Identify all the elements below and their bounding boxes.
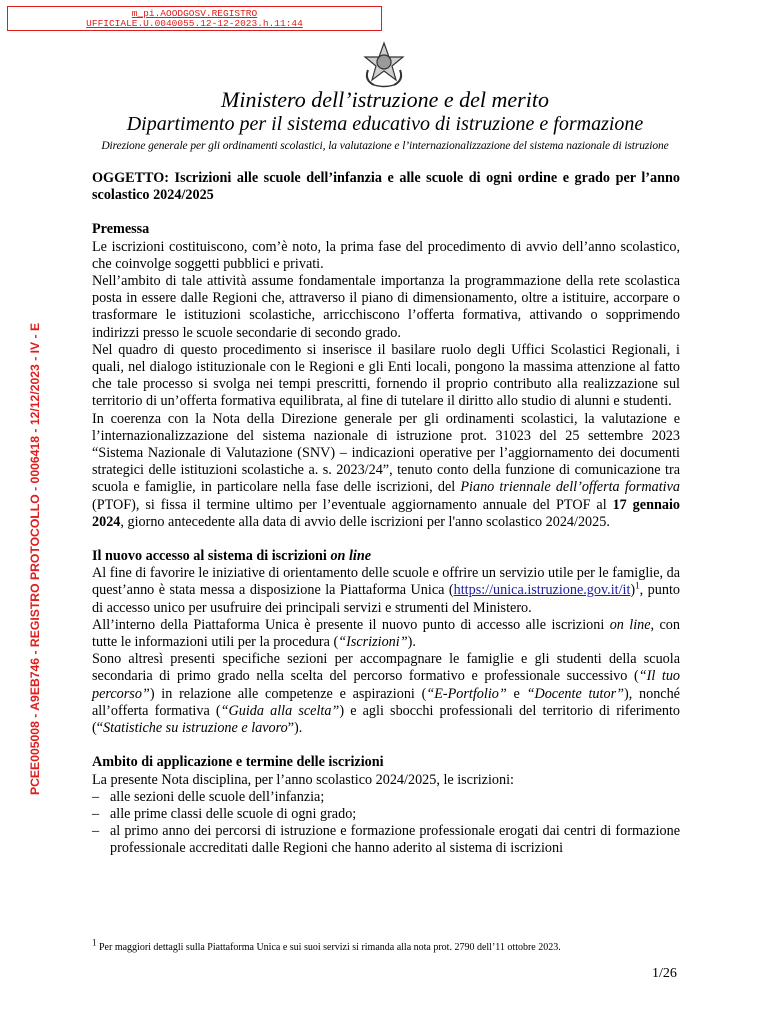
section-heading-premessa: Premessa xyxy=(92,221,150,238)
list-item: – alle prime classi delle scuole di ogni grado; xyxy=(92,806,680,823)
stamp-line-2: UFFICIALE.U.0040055.12-12-2023.h.11:44 xyxy=(86,18,303,29)
paragraph: In coerenza con la Nota della Direzione generale per gli ordinamenti scolastici, la valutazione e l’internazionalizzazione del sistema nazionale di istruzione prot. 31023 del 25 settembre 2023 “Sistema Nazionale di Valutazione (SNV) – indicazioni operative per l’aggiornamento dei documenti strategici delle istituzioni scolastiche a. s. 2023/24”, tenuto conto della funzione di comunicazione tra scuola e famiglie, in particolare nella fase delle iscrizioni, del Piano triennale dell’offerta formativa (PTOF), si fissa il termine ultimo per l’eventuale aggiornamento annuale del PTOF al 17 gennaio 2024, giorno antecedente alla data di avvio delle iscrizioni per l'anno scolastico 2024/2025. xyxy=(92,410,680,530)
page-number: 1/26 xyxy=(652,966,677,981)
paragraph: Nell’ambito di tale attività assume fondamentale importanza la programmazione della rete scolastica posta in essere dalle Regioni che, attraverso il piano di dimensionamento, oltre a istituire, accorpare o trasformare le istituzioni scolastiche, arricchiscono l’offerta formativa, attivando o sopprimendo indirizzi presso le scuole secondarie di secondo grado. xyxy=(92,273,680,341)
section-heading-accesso: Il nuovo accesso al sistema di iscrizioni on line xyxy=(92,548,372,565)
paragraph: Le iscrizioni costituiscono, com’è noto, la prima fase del procedimento di avvio dell’anno scolastico, che coinvolge soggetti pubblici e privati. xyxy=(92,238,680,272)
stamp-line-1: m_pi.AOODGOSV.REGISTRO xyxy=(131,8,258,19)
paragraph: Sono altresì presenti specifiche sezioni per accompagnare le famiglie e gli studenti della scuola secondaria di primo grado nella scelta del percorso formativo e professionale successivo (“Il tuo percorso”) in relazione alle competenze e aspirazioni (“E-Portfolio” e “Docente tutor”), nonché all’offerta formativa (“Guida alla scelta”) e agli sbocchi professionali del territorio di riferimento (“Statistiche su istruzione e lavoro”). xyxy=(92,651,681,737)
ministry-name: Ministero dell’istruzione e del merito xyxy=(221,87,549,112)
footnote: $^1$ Per maggiori dettagli sulla Piattaforma Unica e sui suoi servizi si rimanda alla nota prot. 2790 dell’11 ottobre 2023. xyxy=(92,937,561,953)
document-body xyxy=(92,170,680,858)
department-name: Dipartimento per il sistema educativo di istruzione e formazione xyxy=(126,113,644,135)
italian-republic-emblem-icon xyxy=(362,40,406,88)
paragraph: La presente Nota disciplina, per l’anno scolastico 2024/2025, le iscrizioni: xyxy=(92,771,514,788)
paragraph: Nel quadro di questo procedimento si inserisce il basilare ruolo degli Uffici Scolastici Regionali, i quali, nel dialogo istituzionale con le Regioni e gli Enti locali, pongono la massima attenzione al fatto che tale processo si svolga nei tempi prescritti, fornendo il proprio contributo alla realizzazione sul territorio di un’offerta formativa equilibrata, al fine di tutelare il diritto allo studio di alunni e studenti. xyxy=(92,341,680,410)
section-heading-ambito: Ambito di applicazione e termine delle iscrizioni xyxy=(92,754,384,771)
piattaforma-unica-link[interactable]: https://unica.istruzione.gov.it/it xyxy=(453,582,631,599)
protocol-registration-text: PCEE005008 - A9EB746 - REGISTRO PROTOCOLLO - 0006418 - 12/12/2023 - IV - E xyxy=(28,322,42,795)
list-item: – al primo anno dei percorsi di istruzione e formazione professionale erogati dai centri di formazione professionale accreditati dalle Regioni che hanno aderito al sistema di iscrizioni xyxy=(92,823,680,857)
paragraph: All’interno della Piattaforma Unica è presente il nuovo punto di accesso alle iscrizioni on line, con tutte le informazioni utili per la procedura (“Iscrizioni”). xyxy=(92,616,680,651)
direction-name: Direzione generale per gli ordinamenti scolastici, la valutazione e l’internazionalizzazione del sistema nazionale di istruzione xyxy=(101,140,669,152)
paragraph: Al fine di favorire le iniziative di orientamento delle scuole e offrire un servizio utile per le famiglie, da quest’anno è stata messa a disposizione la Piattaforma Unica (https://unica.istruzione.gov.it/it)$^1$, punto di accesso unico per usufruire dei principali servizi e strumenti del Ministero. xyxy=(92,565,680,616)
subject-line: OGGETTO: Iscrizioni alle scuole dell’infanzia e alle scuole di ogni ordine e grado per l’anno scolastico 2024/2025 xyxy=(92,170,680,204)
list-item: – alle sezioni delle scuole dell’infanzia; xyxy=(92,789,680,806)
iscrizioni-list xyxy=(92,789,680,858)
footnote-ref[interactable]: 1 xyxy=(635,580,640,591)
protocol-stamp xyxy=(7,6,382,31)
